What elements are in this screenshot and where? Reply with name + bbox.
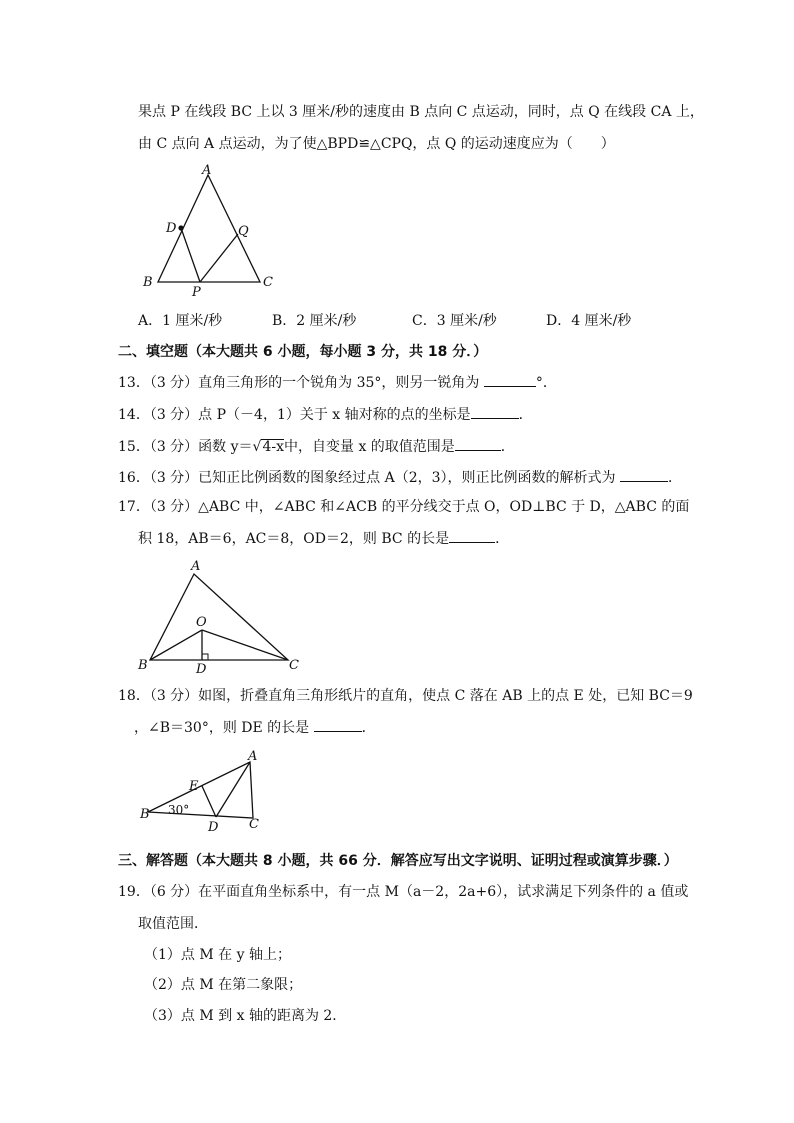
- label-a: A: [248, 749, 258, 764]
- label-d: D: [166, 221, 177, 236]
- q15-end: ．: [500, 439, 515, 455]
- label-e: E: [189, 779, 199, 794]
- q19-text-line2: 取值范围．: [138, 916, 208, 932]
- option-d[interactable]: D．4 厘米/秒: [546, 313, 632, 329]
- q12-text-line2: 由 C 点向 A 点运动，为了使△BPD≌△CPQ，点 Q 的运动速度应为（ ）: [138, 136, 615, 152]
- q15-answer-blank[interactable]: [455, 436, 501, 451]
- q17-text-line1: 17．（3 分）△ABC 中，∠ABC 和∠ACB 的平分线交于点 O，OD⊥BC 于 D，△ABC 的面: [118, 499, 690, 515]
- q13: [118, 372, 557, 393]
- q13-answer-blank[interactable]: [484, 372, 536, 387]
- label-d: D: [196, 662, 207, 676]
- q19-part-2: （2）点 M 在第二象限；: [144, 977, 303, 993]
- q18-text-line2: ，∠B＝30°，则 DE 的长是: [134, 720, 310, 736]
- sqrt-symbol: √: [252, 439, 262, 455]
- option-c[interactable]: C．3 厘米/秒: [412, 313, 497, 329]
- triangle-abc: [150, 574, 288, 660]
- q12-options: [138, 310, 738, 330]
- label-b: B: [140, 807, 150, 822]
- q16: [118, 467, 682, 488]
- section-3-heading: 三、解答题（本大题共 8 小题，共 66 分．解答应写出文字说明、证明过程或演算步骤．）: [118, 853, 678, 869]
- segment-dp: [181, 228, 200, 282]
- q15-text: 15．（3 分）函数 y＝: [118, 439, 253, 455]
- segment-co: [202, 630, 288, 660]
- q15: [118, 436, 515, 457]
- q17-answer-blank[interactable]: [449, 528, 495, 543]
- label-p: P: [192, 285, 201, 298]
- label-b: B: [143, 275, 153, 290]
- option-a[interactable]: A．1 厘米/秒: [138, 313, 223, 329]
- q15-radicand: 4-x: [262, 439, 284, 455]
- q19-part-1: （1）点 M 在 y 轴上；: [144, 947, 291, 963]
- label-b: B: [138, 658, 148, 673]
- q15-text-2: 中，自变量 x 的取值范围是: [284, 439, 455, 455]
- label-a: A: [191, 559, 201, 574]
- option-b[interactable]: B．2 厘米/秒: [272, 313, 357, 329]
- section-2-heading: 二、填空题（本大题共 6 小题，每小题 3 分，共 18 分．）: [118, 344, 488, 360]
- q12-figure: [138, 163, 278, 298]
- angle-label: 30°: [168, 803, 190, 817]
- q13-suffix: °．: [535, 375, 557, 391]
- label-q: Q: [238, 224, 249, 239]
- label-c: C: [289, 658, 299, 673]
- right-angle-mark: [202, 654, 208, 660]
- q17-suffix: ．: [495, 531, 510, 547]
- q18-line2: [134, 717, 376, 738]
- q14-suffix: ．: [518, 407, 533, 423]
- label-c: C: [263, 275, 273, 290]
- segment-ed: [202, 786, 216, 817]
- q19-part-3: （3）点 M 到 x 轴的距离为 2．: [144, 1008, 347, 1024]
- segment-pq: [200, 234, 238, 282]
- q17-text-line2: 积 18，AB＝6，AC＝8，OD＝2，则 BC 的长是: [138, 531, 450, 547]
- q18-suffix: ．: [361, 720, 376, 736]
- label-o: O: [196, 615, 207, 630]
- q14-answer-blank[interactable]: [471, 404, 519, 419]
- q14-text: 14．（3 分）点 P（－4，1）关于 x 轴对称的点的坐标是: [118, 407, 471, 423]
- q17-line2: [138, 528, 509, 549]
- q14: [118, 404, 533, 425]
- label-c: C: [249, 817, 259, 832]
- q12-text-line1: 果点 P 在线段 BC 上以 3 厘米/秒的速度由 B 点向 C 点运动，同时，点 Q 在线段 CA 上，: [138, 104, 704, 120]
- triangle-abc: [148, 762, 253, 818]
- q18-text-line1: 18．（3 分）如图，折叠直角三角形纸片的直角，使点 C 落在 AB 上的点 E 处，已知 BC＝9: [118, 688, 693, 704]
- label-d: D: [208, 820, 219, 835]
- q13-text: 13．（3 分）直角三角形的一个锐角为 35°，则另一锐角为: [118, 375, 480, 391]
- q19-text-line1: 19．（6 分）在平面直角坐标系中，有一点 M（a－2，2a+6），试求满足下列条件的 a 值或: [118, 884, 689, 900]
- q18-figure: [136, 748, 276, 838]
- q16-text: 16．（3 分）已知正比例函数的图象经过点 A（2，3），则正比例函数的解析式为: [118, 470, 616, 486]
- q17-figure: [136, 556, 306, 676]
- q18-answer-blank[interactable]: [314, 717, 362, 732]
- q16-suffix: ．: [668, 470, 682, 486]
- label-a: A: [202, 163, 212, 178]
- q16-answer-blank[interactable]: [620, 467, 668, 482]
- point-d: [178, 225, 183, 230]
